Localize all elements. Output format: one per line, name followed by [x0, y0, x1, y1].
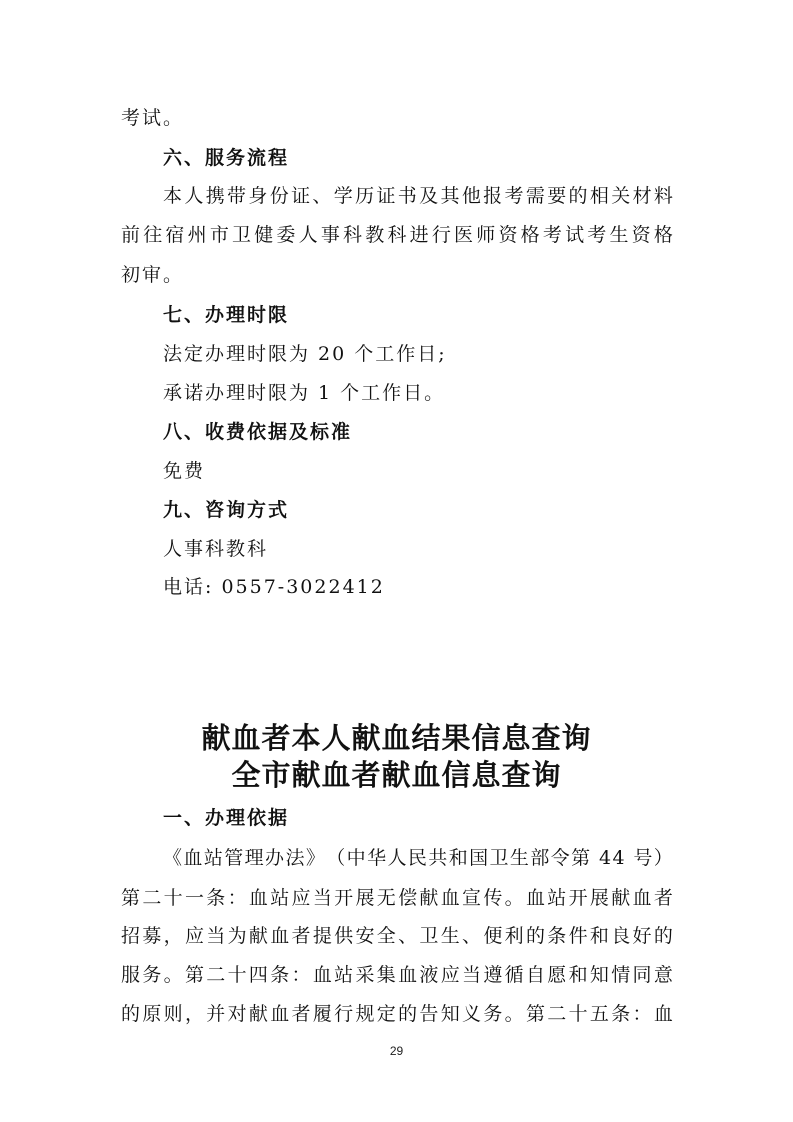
section-heading-time-limit: 七、办理时限 — [163, 304, 290, 326]
section-heading-contact: 九、咨询方式 — [163, 499, 290, 521]
text-line: 招 募 ， 应 当 为 献 血 者 提 供 安 全 、 卫 生 、 便 利 的 条 件 和 良 好 的 — [121, 925, 673, 947]
text-line: 《 血 站 管 理 办 法 》 （ 中 华 人 民 共 和 国 卫 生 部 令 第 4 4 号 ） — [163, 847, 673, 869]
section-heading-basis: 一、办理依据 — [163, 807, 290, 829]
text-line: 法定办理时限为 20 个工作日; — [163, 343, 447, 365]
document-title-line1: 献血者本人献血结果信息查询 — [201, 721, 592, 755]
text-line: 前 往 宿 州 市 卫 健 委 人 事 科 教 科 进 行 医 师 资 格 考 试 考 生 资 格 — [121, 224, 673, 246]
text-line: 的 原 则 ， 并 对 献 血 者 履 行 规 定 的 告 知 义 务 。 第 二 十 五 条 ： 血 — [121, 1003, 673, 1025]
text-line: 考试。 — [121, 107, 185, 129]
text-line: 初审。 — [121, 264, 185, 286]
contact-phone: 电话: 0557-3022412 — [163, 576, 385, 598]
section-heading-fees: 八、收费依据及标准 — [163, 421, 353, 443]
page-number: 29 — [389, 1044, 404, 1058]
document-title-line2: 全市献血者献血信息查询 — [231, 758, 562, 792]
section-heading-service-flow: 六、服务流程 — [163, 147, 290, 169]
text-line: 人事科教科 — [163, 538, 269, 560]
text-line: 承诺办理时限为 1 个工作日。 — [163, 382, 446, 404]
text-line: 服 务 。 第 二 十 四 条 ： 血 站 采 集 血 液 应 当 遵 循 自 愿 和 知 情 同 意 — [121, 964, 673, 986]
text-line: 本 人 携 带 身 份 证 、 学 历 证 书 及 其 他 报 考 需 要 的 相 关 材 料 — [163, 185, 673, 207]
text-line: 免费 — [163, 460, 206, 482]
text-line: 第 二 十 一 条 ： 血 站 应 当 开 展 无 偿 献 血 宣 传 。 血 站 开 展 献 血 者 — [121, 887, 673, 909]
